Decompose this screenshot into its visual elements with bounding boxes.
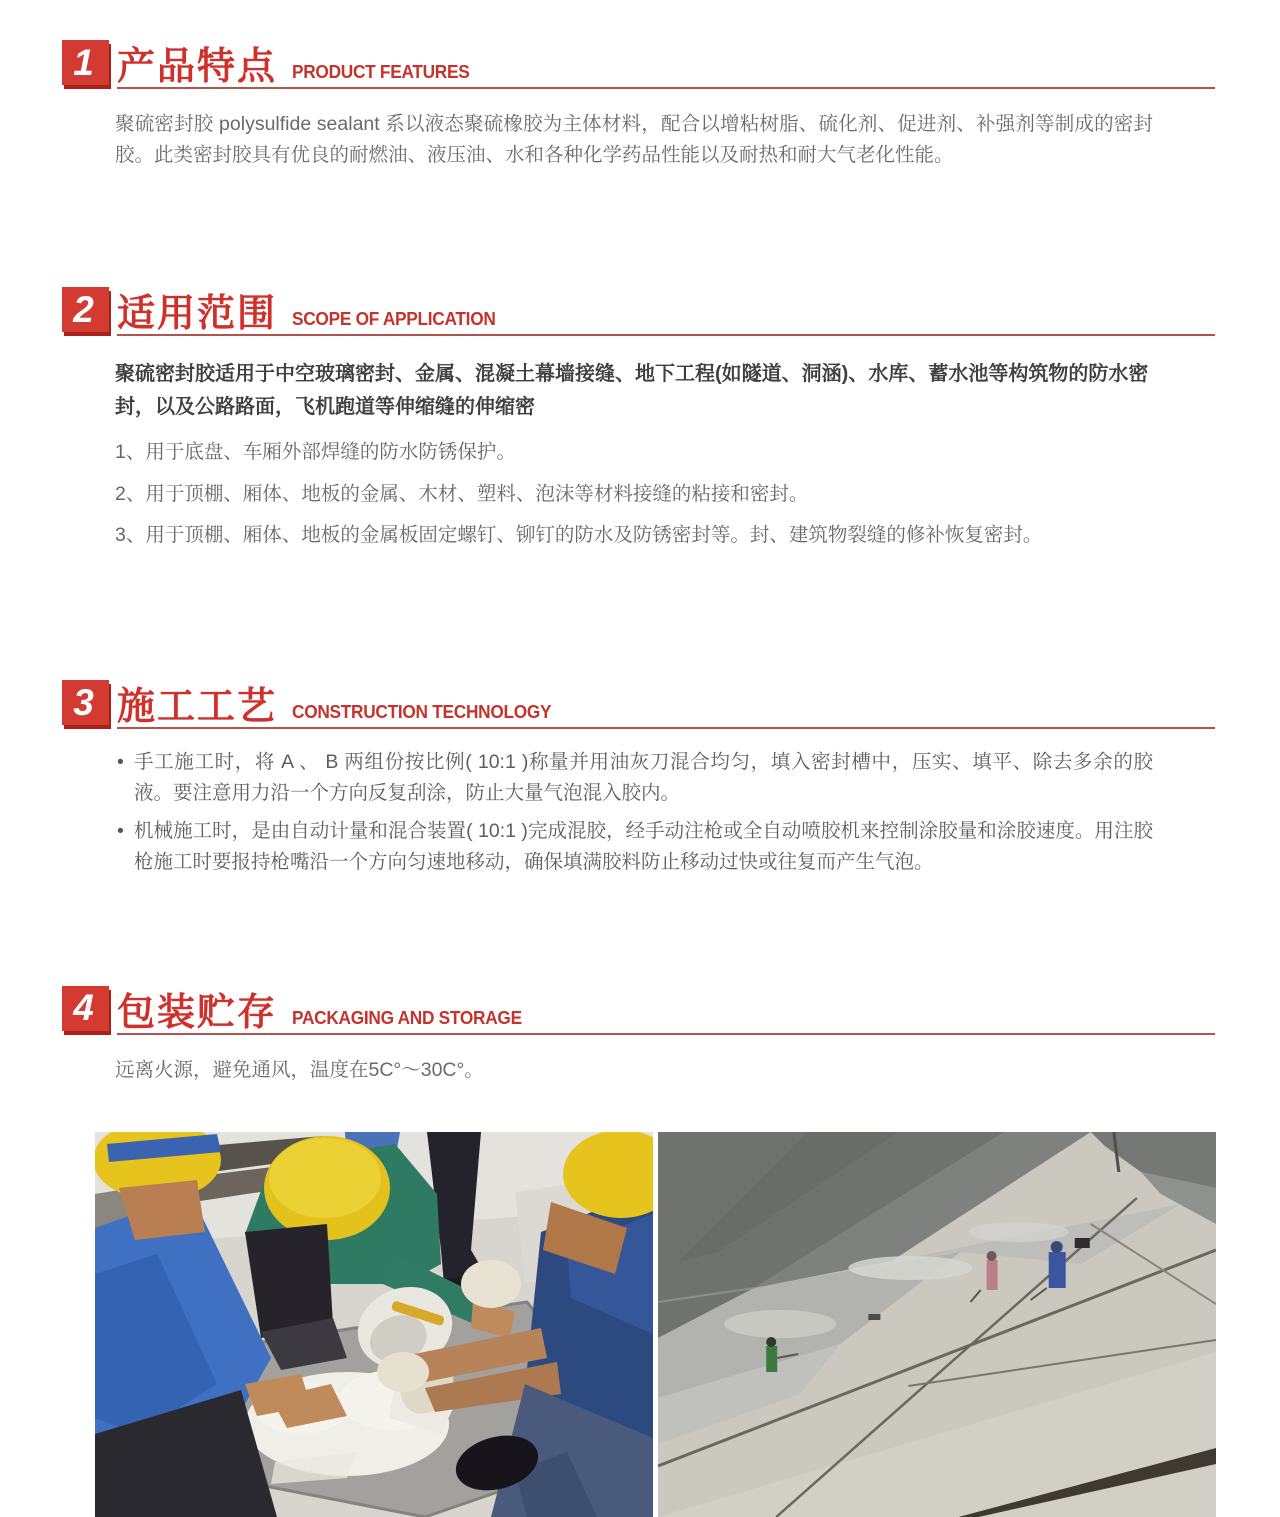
construction-bullet-list [115, 747, 1153, 878]
list-item: 1、用于底盘、车厢外部焊缝的防水防锈保护。 [115, 441, 516, 464]
section-number: 4 [73, 987, 94, 1029]
section-header [62, 986, 1215, 1035]
scope-lead-paragraph: 聚硫密封胶适用于中空玻璃密封、金属、混凝土幕墙接缝、地下工程(如隧道、洞涵)、水库、蓄水池等构筑物的防水密封，以及公路路面，飞机跑道等伸缩缝的伸缩密 [115, 363, 1149, 419]
section-title-en: SCOPE OF APPLICATION [292, 309, 496, 330]
section-header [62, 680, 1215, 729]
section-header [62, 287, 1215, 336]
list-item: 3、用于顶棚、厢体、地板的金属板固定螺钉、铆钉的防水及防锈密封等。封、建筑物裂缝的修补恢复密封。 [115, 523, 1043, 546]
section-number: 2 [73, 288, 94, 330]
section-scope-of-application [62, 287, 1215, 549]
section-number-badge [62, 986, 109, 1031]
section-number-badge [62, 287, 109, 332]
section-title-rule [117, 986, 1215, 1035]
section-title-cn: 产品特点 [117, 46, 278, 88]
section-title-rule [117, 287, 1215, 336]
bullet-item: • 机械施工时，是由自动计量和混合装置( 10:1 )完成混胶，经手动注枪或全自动喷胶机来控制涂胶量和涂胶速度。用注胶枪施工时要报持枪嘴沿一个方向匀速地移动，确保填满胶料防止移动过快或往复而产生气泡。 [115, 816, 1153, 878]
photo-workers-mixing-sealant [95, 1132, 653, 1517]
section-title-rule [117, 40, 1215, 89]
bullet-item: • 手工施工时，将 A 、 B 两组份按比例( 10:1 )称量并用油灰刀混合均匀，填入密封槽中，压实、填平、除去多余的胶液。要注意用力沿一个方向反复刮涂，防止大量气泡混入胶内。 [115, 747, 1153, 809]
storage-paragraph: 远离火源，避免通风，温度在5C°～30C°。 [115, 1058, 484, 1081]
section-title-cn: 包装贮存 [117, 991, 278, 1034]
workers-mixing-sealant-illustration [95, 1132, 653, 1517]
section-title-en: PACKAGING AND STORAGE [292, 1007, 522, 1028]
section-header [62, 40, 1215, 89]
section-title-rule [117, 680, 1215, 729]
photo-slope-joint-construction [658, 1132, 1216, 1517]
section-number: 3 [73, 681, 94, 723]
section-number: 1 [73, 41, 94, 83]
features-paragraph: 聚硫密封胶 polysulfide sealant 系以液态聚硫橡胶为主体材料，配合以增粘树脂、硫化剂、促进剂、补强剂等制成的密封胶。此类密封胶具有优良的耐燃油、液压油、水和各种化学药品性能以及耐热和耐大气老化性能。 [115, 113, 1153, 167]
section-product-features [62, 40, 1215, 171]
slope-joint-construction-illustration [658, 1132, 1216, 1517]
section-title-en: CONSTRUCTION TECHNOLOGY [292, 702, 552, 723]
list-item: 2、用于顶棚、厢体、地板的金属、木材、塑料、泡沫等材料接缝的粘接和密封。 [115, 482, 809, 505]
scope-numbered-list [115, 438, 1153, 549]
section-number-badge [62, 40, 109, 85]
photo-row [95, 1132, 1215, 1517]
section-title-cn: 施工工艺 [117, 686, 278, 729]
section-title-en: PRODUCT FEATURES [292, 62, 470, 82]
section-title-cn: 适用范围 [117, 293, 278, 336]
section-construction-technology [62, 680, 1215, 878]
section-packaging-and-storage [62, 986, 1215, 1086]
section-number-badge [62, 680, 109, 725]
